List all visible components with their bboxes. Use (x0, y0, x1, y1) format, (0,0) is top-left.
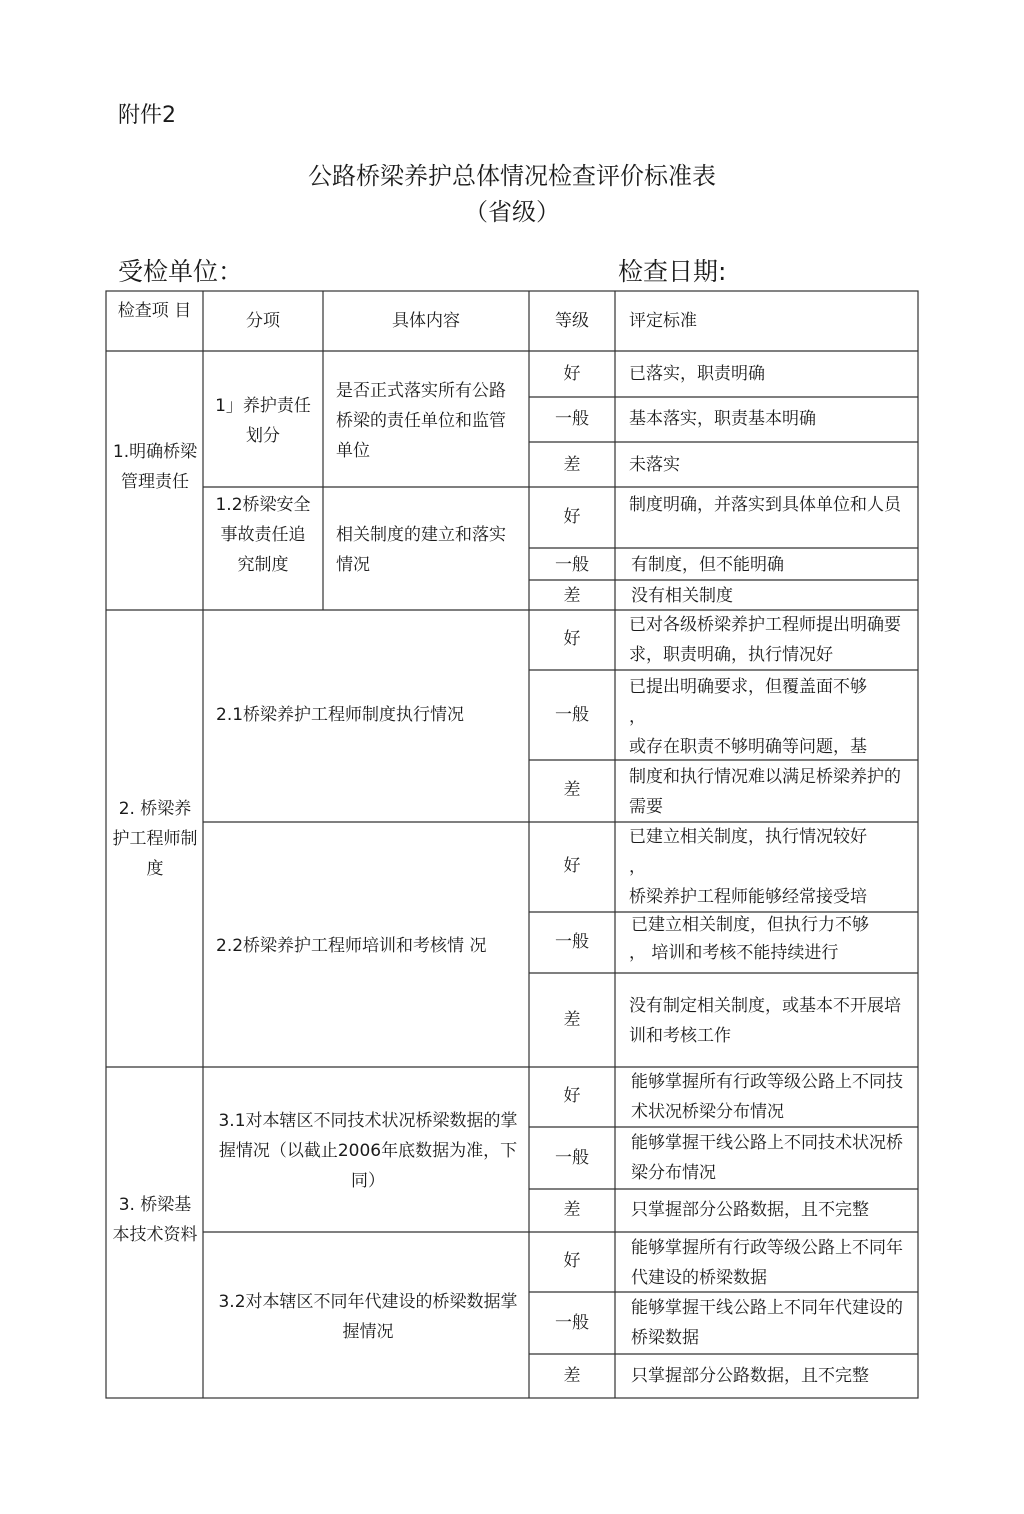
criteria-2-1-poor: 制度和执行情况难以满足桥梁养护的需要 (629, 767, 901, 817)
criteria-2-2-fair-line2: ， 培训和考核不能持续进行 (629, 943, 839, 963)
criteria-2-2-good-line1: 已建立相关制度，执行情况较好 (629, 827, 867, 847)
criteria-1-2-good: 制度明确，并落实到具体单位和人员 (629, 495, 901, 515)
grade-1-1-poor: 差 (563, 455, 581, 475)
header-grade: 等级 (555, 311, 589, 331)
sub-1-1-content: 是否正式落实所有公路桥梁的责任单位和监管单位 (336, 381, 506, 461)
criteria-3-2-fair: 能够掌握干线公路上不同年代建设的桥梁数据 (631, 1298, 903, 1348)
header-sub: 分项 (246, 311, 280, 331)
grade-1-2-good: 好 (563, 507, 581, 527)
section-3-title: 3. 桥梁基本技术资料 (112, 1195, 198, 1245)
criteria-2-2-fair-line1: 已建立相关制度，但执行力不够 (631, 915, 869, 935)
sub-3-2-label: 3.2对本辖区不同年代建设的桥梁数据掌握情况 (218, 1292, 518, 1342)
grade-3-2-fair: 一般 (555, 1313, 589, 1333)
inspection-date-label: 检查日期: (618, 257, 727, 286)
section-2-title: 2. 桥梁养护工程师制度 (112, 799, 198, 879)
criteria-1-1-poor: 未落实 (629, 455, 680, 475)
criteria-3-1-poor: 只掌握部分公路数据，且不完整 (631, 1200, 869, 1220)
grade-3-2-poor: 差 (563, 1366, 581, 1386)
inspected-unit-label: 受检单位： (118, 257, 244, 286)
sub-2-2-label: 2.2桥梁养护工程师培训和考核情 况 (216, 936, 487, 956)
grade-1-2-fair: 一般 (555, 555, 589, 575)
header-content: 具体内容 (392, 311, 460, 331)
header-criteria: 评定标准 (629, 311, 697, 331)
grade-3-2-good: 好 (563, 1251, 581, 1271)
grade-2-1-good: 好 (563, 629, 581, 649)
sub-2-1-label: 2.1桥梁养护工程师制度执行情况 (216, 705, 465, 725)
grade-2-2-good: 好 (563, 856, 581, 876)
page-title: 公路桥梁养护总体情况检查评价标准表 (308, 162, 716, 190)
criteria-2-2-poor: 没有制定相关制度，或基本不开展培训和考核工作 (629, 996, 901, 1046)
grade-1-1-good: 好 (563, 364, 581, 384)
criteria-2-2-good-line2: ， (629, 857, 646, 877)
grade-2-1-poor: 差 (563, 780, 581, 800)
criteria-3-2-poor: 只掌握部分公路数据，且不完整 (631, 1366, 869, 1386)
criteria-1-1-good: 已落实，职责明确 (629, 364, 765, 384)
section-1-title: 1.明确桥梁管理责任 (112, 442, 198, 492)
sub-1-2-label: 1.2桥梁安全事故责任追究制度 (215, 495, 311, 575)
header-item: 检查项 目 (117, 301, 192, 321)
criteria-2-1-fair-line1: 已提出明确要求，但覆盖面不够 (629, 677, 867, 697)
attachment-label: 附件2 (118, 103, 176, 128)
criteria-3-1-good: 能够掌握所有行政等级公路上不同技术状况桥梁分布情况 (631, 1072, 903, 1122)
grade-2-1-fair: 一般 (555, 705, 589, 725)
criteria-2-1-good: 已对各级桥梁养护工程师提出明确要求，职责明确，执行情况好 (629, 615, 901, 665)
criteria-1-2-poor: 没有相关制度 (631, 586, 733, 606)
criteria-1-2-fair: 有制度，但不能明确 (631, 555, 784, 575)
criteria-2-1-fair-line3: 或存在职责不够明确等问题，基 (629, 737, 867, 757)
page-subtitle: （省级） (464, 198, 560, 226)
criteria-2-1-fair-line2: ， (629, 707, 646, 727)
grade-2-2-fair: 一般 (555, 932, 589, 952)
sub-1-1-label: 1」养护责任划分 (215, 396, 311, 446)
grade-3-1-fair: 一般 (555, 1148, 589, 1168)
grade-2-2-poor: 差 (563, 1010, 581, 1030)
grade-1-1-fair: 一般 (555, 409, 589, 429)
sub-1-2-content: 相关制度的建立和落实情况 (336, 525, 506, 575)
criteria-2-2-good-line3: 桥梁养护工程师能够经常接受培 (629, 887, 867, 907)
sub-3-1-label: 3.1对本辖区不同技术状况桥梁数据的掌握情况（以截止2006年底数据为准，下同） (218, 1111, 518, 1191)
criteria-3-2-good: 能够掌握所有行政等级公路上不同年代建设的桥梁数据 (631, 1238, 903, 1288)
criteria-1-1-fair: 基本落实，职责基本明确 (629, 409, 816, 429)
grade-3-1-poor: 差 (563, 1200, 581, 1220)
grade-1-2-poor: 差 (563, 586, 581, 606)
criteria-3-1-fair: 能够掌握干线公路上不同技术状况桥梁分布情况 (631, 1133, 903, 1183)
grade-3-1-good: 好 (563, 1086, 581, 1106)
